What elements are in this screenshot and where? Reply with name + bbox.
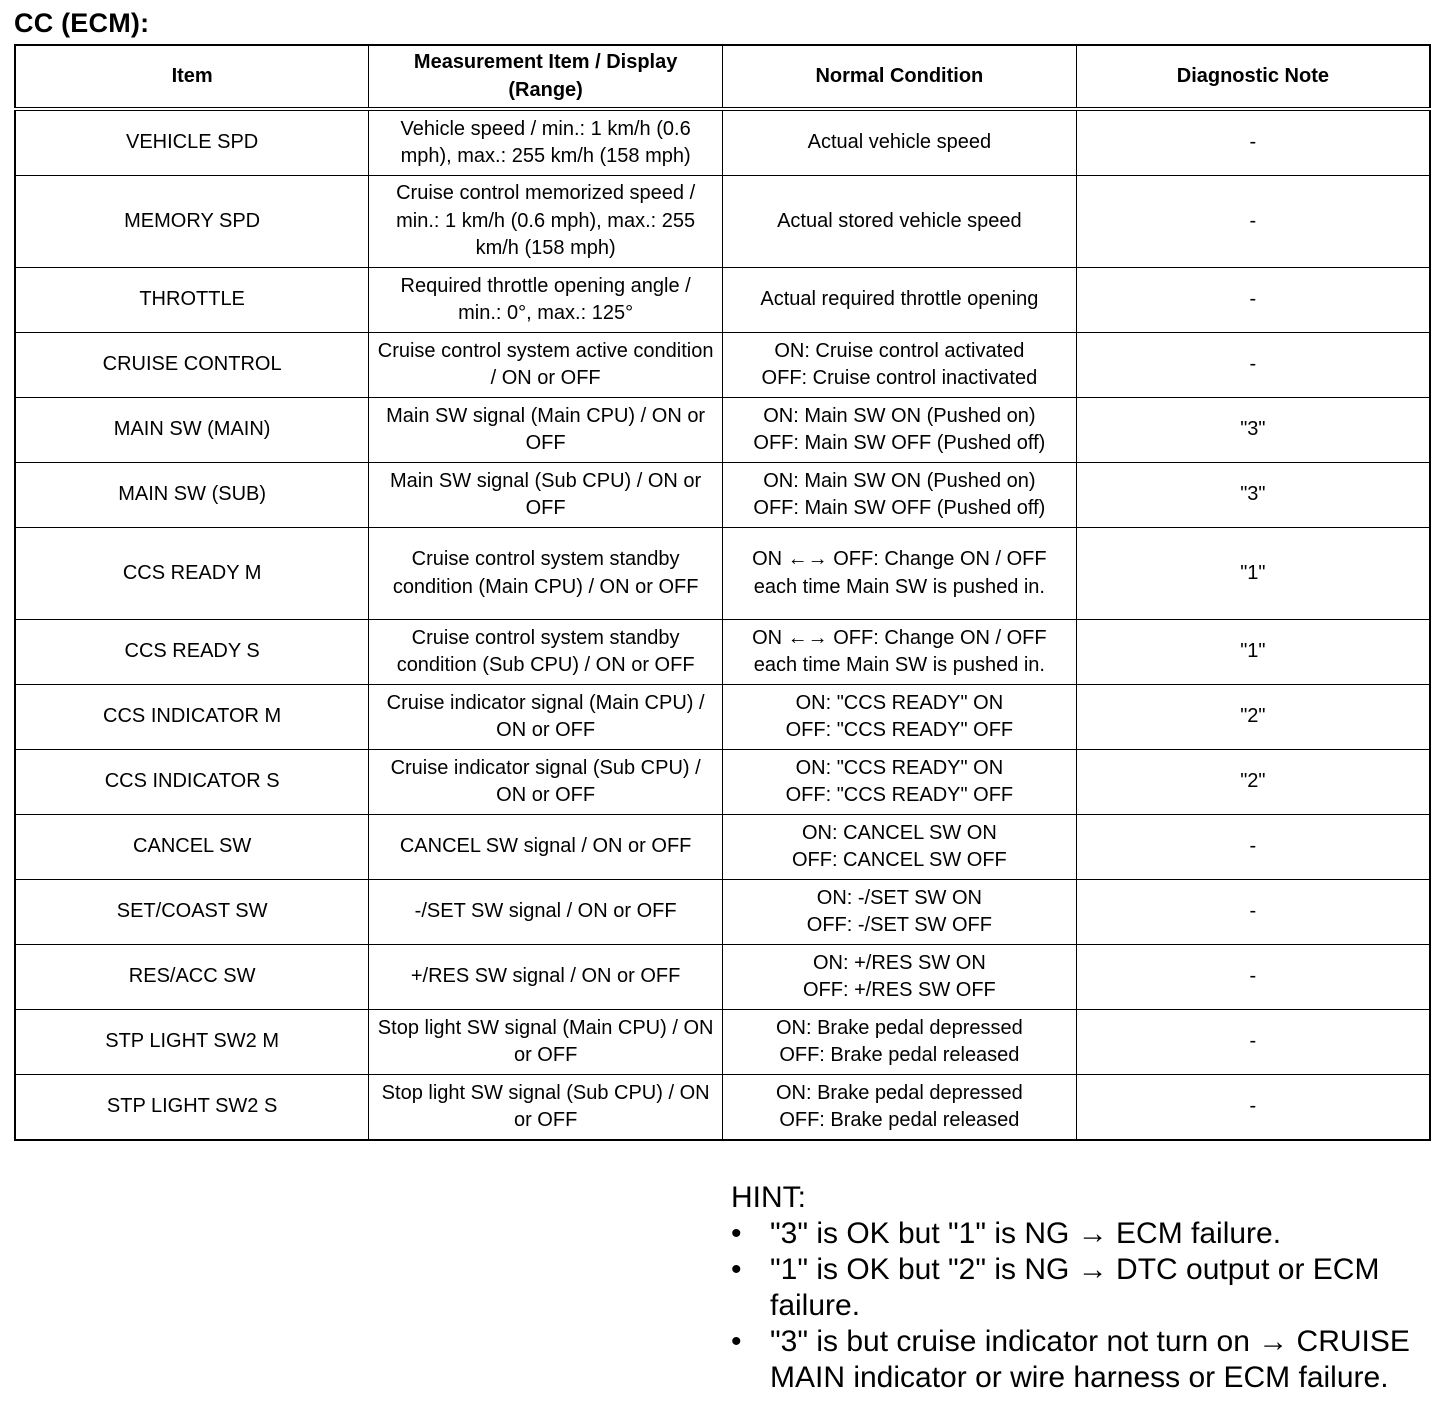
page-title: CC (ECM): <box>14 8 150 38</box>
cell-normal-condition: ON ←→ OFF: Change ON / OFF each time Main SW is pushed in. <box>723 528 1077 620</box>
table-row <box>15 945 1430 1010</box>
cell-measurement: CANCEL SW signal / ON or OFF <box>369 815 723 880</box>
cell-diagnostic-note: "1" <box>1076 528 1430 620</box>
cell-measurement: Cruise control memorized speed / min.: 1 km/h (0.6 mph), max.: 255 km/h (158 mph) <box>369 176 723 268</box>
table-row <box>15 620 1430 685</box>
cell-diagnostic-note: - <box>1076 880 1430 945</box>
cell-item: CCS READY S <box>15 620 369 685</box>
table-row <box>15 880 1430 945</box>
cell-measurement: Cruise control system standby condition (Main CPU) / ON or OFF <box>369 528 723 620</box>
table-row <box>15 176 1430 268</box>
table-row <box>15 463 1430 528</box>
hint-item <box>731 1252 1431 1324</box>
cell-item: CRUISE CONTROL <box>15 333 369 398</box>
table-row <box>15 1075 1430 1141</box>
cell-normal-condition: ON: Brake pedal depressed OFF: Brake pedal released <box>723 1075 1077 1141</box>
cell-measurement: Cruise indicator signal (Main CPU) / ON or OFF <box>369 685 723 750</box>
cell-item: CCS INDICATOR M <box>15 685 369 750</box>
cell-item: CCS INDICATOR S <box>15 750 369 815</box>
cell-diagnostic-note: - <box>1076 945 1430 1010</box>
cell-item: STP LIGHT SW2 S <box>15 1075 369 1141</box>
hint-item <box>731 1324 1431 1396</box>
bullet-icon: • <box>731 1325 742 1358</box>
cell-normal-condition: ON: "CCS READY" ON OFF: "CCS READY" OFF <box>723 750 1077 815</box>
cell-normal-condition: ON ←→ OFF: Change ON / OFF each time Main SW is pushed in. <box>723 620 1077 685</box>
cell-diagnostic-note: "2" <box>1076 750 1430 815</box>
cell-measurement: Cruise control system active condition / ON or OFF <box>369 333 723 398</box>
cell-measurement: Cruise indicator signal (Sub CPU) / ON or OFF <box>369 750 723 815</box>
hint-label: HINT: <box>731 1181 806 1214</box>
cell-normal-condition: ON: Cruise control activated OFF: Cruise control inactivated <box>723 333 1077 398</box>
hint-item <box>731 1216 1431 1252</box>
cell-normal-condition: ON: -/SET SW ON OFF: -/SET SW OFF <box>723 880 1077 945</box>
cell-diagnostic-note: - <box>1076 1010 1430 1075</box>
cell-normal-condition: ON: "CCS READY" ON OFF: "CCS READY" OFF <box>723 685 1077 750</box>
cell-item: MAIN SW (SUB) <box>15 463 369 528</box>
cell-diagnostic-note: - <box>1076 109 1430 176</box>
cell-diagnostic-note: "1" <box>1076 620 1430 685</box>
table-header-row <box>15 45 1430 109</box>
cell-item: MEMORY SPD <box>15 176 369 268</box>
table-row <box>15 750 1430 815</box>
cell-measurement: Main SW signal (Main CPU) / ON or OFF <box>369 398 723 463</box>
cell-measurement: -/SET SW signal / ON or OFF <box>369 880 723 945</box>
cell-item: VEHICLE SPD <box>15 109 369 176</box>
table-row <box>15 815 1430 880</box>
header-item: Item <box>15 45 369 109</box>
cell-normal-condition: ON: Brake pedal depressed OFF: Brake pedal released <box>723 1010 1077 1075</box>
cell-diagnostic-note: "3" <box>1076 398 1430 463</box>
cell-item: THROTTLE <box>15 268 369 333</box>
cell-measurement: Stop light SW signal (Sub CPU) / ON or OFF <box>369 1075 723 1141</box>
cell-diagnostic-note: - <box>1076 176 1430 268</box>
cell-measurement: +/RES SW signal / ON or OFF <box>369 945 723 1010</box>
cell-measurement: Main SW signal (Sub CPU) / ON or OFF <box>369 463 723 528</box>
cell-diagnostic-note: - <box>1076 268 1430 333</box>
cell-measurement: Required throttle opening angle / min.: 0°, max.: 125° <box>369 268 723 333</box>
cell-normal-condition: Actual vehicle speed <box>723 109 1077 176</box>
cell-normal-condition: ON: Main SW ON (Pushed on) OFF: Main SW OFF (Pushed off) <box>723 398 1077 463</box>
cell-normal-condition: ON: Main SW ON (Pushed on) OFF: Main SW OFF (Pushed off) <box>723 463 1077 528</box>
cell-diagnostic-note: "3" <box>1076 463 1430 528</box>
cell-item: STP LIGHT SW2 M <box>15 1010 369 1075</box>
table-row <box>15 528 1430 620</box>
table-row <box>15 109 1430 176</box>
cell-diagnostic-note: - <box>1076 1075 1430 1141</box>
cell-normal-condition: ON: CANCEL SW ON OFF: CANCEL SW OFF <box>723 815 1077 880</box>
hint-text: "1" is OK but "2" is NG → DTC output or ECM failure. <box>770 1253 1380 1322</box>
cell-item: SET/COAST SW <box>15 880 369 945</box>
data-list-table <box>14 44 1431 1141</box>
cell-normal-condition: Actual required throttle opening <box>723 268 1077 333</box>
header-measurement: Measurement Item / Display (Range) <box>369 45 723 109</box>
table-row <box>15 333 1430 398</box>
hint-list <box>731 1216 1431 1396</box>
cell-diagnostic-note: - <box>1076 815 1430 880</box>
table-row <box>15 398 1430 463</box>
cell-diagnostic-note: "2" <box>1076 685 1430 750</box>
cell-item: CCS READY M <box>15 528 369 620</box>
header-normal-condition: Normal Condition <box>723 45 1077 109</box>
table-row <box>15 268 1430 333</box>
header-diagnostic-note: Diagnostic Note <box>1076 45 1430 109</box>
cell-diagnostic-note: - <box>1076 333 1430 398</box>
cell-item: RES/ACC SW <box>15 945 369 1010</box>
hint-text: "3" is OK but "1" is NG → ECM failure. <box>770 1217 1282 1250</box>
bullet-icon: • <box>731 1253 742 1286</box>
cell-normal-condition: Actual stored vehicle speed <box>723 176 1077 268</box>
hint-text: "3" is but cruise indicator not turn on → CRUISE MAIN indicator or wire harness or ECM failure. <box>770 1325 1410 1394</box>
cell-item: CANCEL SW <box>15 815 369 880</box>
hint-section <box>731 1180 1431 1396</box>
bullet-icon: • <box>731 1217 742 1250</box>
cell-measurement: Vehicle speed / min.: 1 km/h (0.6 mph), max.: 255 km/h (158 mph) <box>369 109 723 176</box>
cell-item: MAIN SW (MAIN) <box>15 398 369 463</box>
cell-normal-condition: ON: +/RES SW ON OFF: +/RES SW OFF <box>723 945 1077 1010</box>
cell-measurement: Cruise control system standby condition (Sub CPU) / ON or OFF <box>369 620 723 685</box>
table-row <box>15 685 1430 750</box>
cell-measurement: Stop light SW signal (Main CPU) / ON or OFF <box>369 1010 723 1075</box>
table-row <box>15 1010 1430 1075</box>
